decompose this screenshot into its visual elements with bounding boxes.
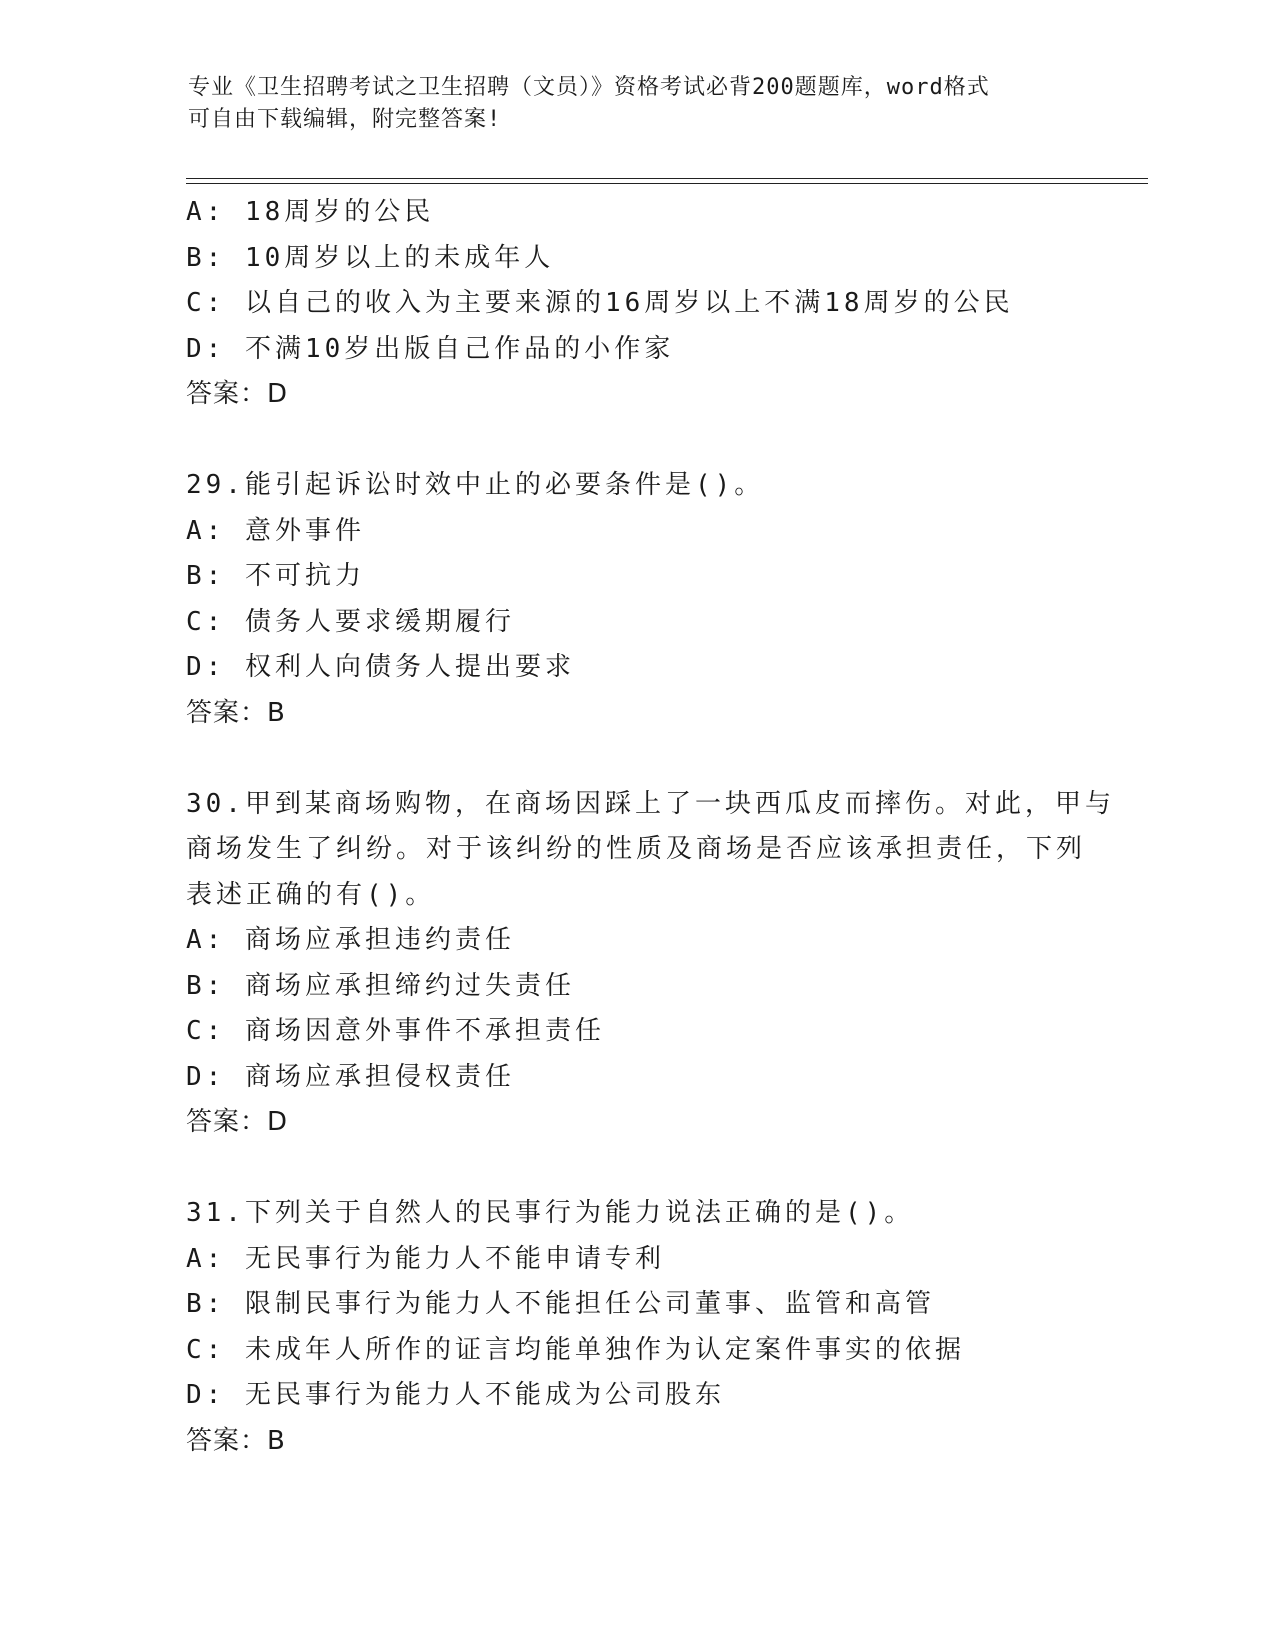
option-d: D: 无民事行为能力人不能成为公司股东 (186, 1380, 725, 1410)
question-text: 31.下列关于自然人的民事行为能力说法正确的是()。 (186, 1198, 915, 1228)
document-header (188, 72, 1068, 136)
header-title-line-2: 可自由下载编辑，附完整答案! (188, 107, 502, 132)
question-text: 29.能引起诉讼时效中止的必要条件是()。 (186, 470, 765, 500)
question-block-30 (186, 782, 1115, 1146)
header-divider-bottom (186, 183, 1148, 184)
answer-line: 答案：D (186, 379, 289, 409)
question-text-line-2: 商场发生了纠纷。对于该纠纷的性质及商场是否应该承担责任，下列 (186, 834, 1087, 864)
question-stem (186, 782, 1115, 919)
option-d: D: 不满10岁出版自己作品的小作家 (186, 333, 675, 364)
option-b: B: 10周岁以上的未成年人 (186, 242, 555, 273)
question-block-29 (186, 463, 1106, 736)
option-d: D: 权利人向债务人提出要求 (186, 652, 575, 682)
question-text-line-1: 30.甲到某商场购物，在商场因踩上了一块西瓜皮而摔伤。对此，甲与 (186, 788, 1115, 819)
question-text-line-3: 表述正确的有()。 (186, 879, 436, 910)
answer-line: 答案：D (186, 1107, 289, 1137)
option-d: D: 商场应承担侵权责任 (186, 1061, 515, 1092)
option-c: C: 债务人要求缓期履行 (186, 606, 515, 637)
question-list (186, 190, 1115, 1464)
answer-line: 答案：B (186, 697, 286, 728)
option-b: B: 商场应承担缔约过失责任 (186, 970, 575, 1001)
header-divider-top (186, 178, 1148, 179)
option-c: C: 未成年人所作的证言均能单独作为认定案件事实的依据 (186, 1334, 965, 1365)
spacer (186, 418, 1106, 464)
option-a: A: 18周岁的公民 (186, 197, 435, 227)
spacer (186, 736, 1106, 782)
question-block-31 (186, 1191, 1106, 1464)
question-block-28 (186, 190, 1106, 418)
header-title-line-1: 专业《卫生招聘考试之卫生招聘（文员）》资格考试必背200题题库，word格式 (188, 75, 990, 100)
option-b: B: 限制民事行为能力人不能担任公司董事、监管和高管 (186, 1289, 935, 1319)
question-stem (186, 463, 1106, 509)
question-stem (186, 1191, 1106, 1237)
option-a: A: 意外事件 (186, 515, 365, 546)
option-c: C: 商场因意外事件不承担责任 (186, 1016, 605, 1046)
option-b: B: 不可抗力 (186, 561, 365, 591)
option-a: A: 商场应承担违约责任 (186, 925, 515, 955)
option-c: C: 以自己的收入为主要来源的16周岁以上不满18周岁的公民 (186, 288, 1014, 318)
option-a: A: 无民事行为能力人不能申请专利 (186, 1243, 665, 1274)
answer-line: 答案：B (186, 1425, 286, 1456)
spacer (186, 1146, 1106, 1192)
